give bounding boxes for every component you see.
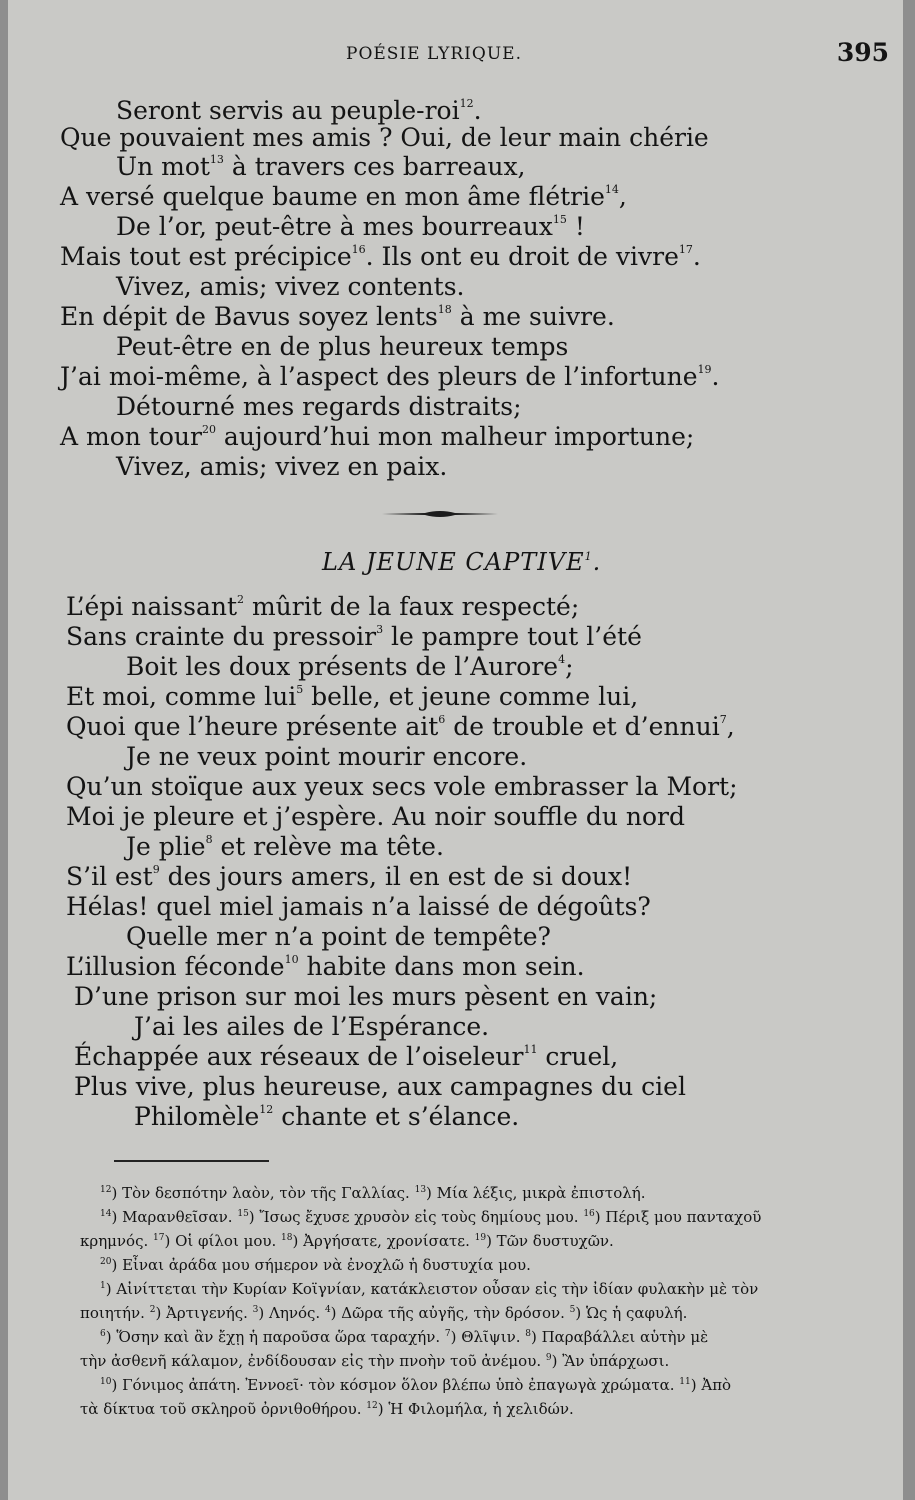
ornament-divider xyxy=(380,509,500,519)
verse-text: le pampre tout l’été xyxy=(383,622,642,651)
footnote-number: 16 xyxy=(583,1209,595,1219)
verse-text: . xyxy=(692,242,701,271)
verse-text: Quoi que l’heure présente ait xyxy=(66,712,439,741)
footnote-ref: 3 xyxy=(376,623,384,636)
footnote-number: 11 xyxy=(679,1377,691,1387)
footnote-text: ) Ἀρτιγενής. xyxy=(155,1304,253,1322)
verse-text: Hélas! quel miel jamais n’a laissé de dégoûts? xyxy=(66,892,651,921)
footnote-text: ) Οἱ φίλοι μου. xyxy=(164,1232,282,1250)
verse-text: Un mot xyxy=(116,152,210,181)
footnote-number: 9 xyxy=(545,1353,552,1363)
verse_poem-line xyxy=(66,622,642,652)
footnote-text: τὰ δίκτυα τοῦ σκληροῦ ὀρνιθοθήρου. xyxy=(80,1400,367,1418)
footnote-line xyxy=(100,1328,708,1346)
verse_top-line xyxy=(116,272,464,302)
verse_poem-line xyxy=(66,802,685,832)
footnote-line xyxy=(100,1208,761,1226)
verse-text: A versé quelque baume en mon âme flétrie xyxy=(60,182,605,211)
running-head: POÉSIE LYRIQUE. xyxy=(346,44,522,64)
verse-text: . xyxy=(711,362,720,391)
verse-text: L’épi naissant xyxy=(66,592,238,621)
poem-title-note: 1 xyxy=(584,550,593,563)
footnote-number: 6 xyxy=(100,1329,106,1339)
verse_poem-line xyxy=(74,982,657,1012)
verse_poem-line xyxy=(134,1102,519,1132)
footnote-line xyxy=(100,1184,646,1202)
verse-text: En dépit de Bavus soyez lents xyxy=(60,302,438,331)
verse_top-line xyxy=(60,123,709,153)
footnote-text: ) Ἴσως ἔχυσε χρυσὸν εἰς τοὺς δημίους μου. xyxy=(248,1208,584,1226)
footnote-ref: 10 xyxy=(284,953,299,966)
footnote-text: ) Μία λέξις, μικρὰ ἐπιστολή. xyxy=(426,1184,646,1202)
verse-text: Vivez, amis; vivez en paix. xyxy=(116,452,448,481)
verse-text: Quelle mer n’a point de tempête? xyxy=(126,922,551,951)
verse-text: J’ai moi-même, à l’aspect des pleurs de l’infortune xyxy=(60,362,698,391)
verse_poem-line xyxy=(126,652,574,682)
footnote-ref: 17 xyxy=(678,243,693,256)
footnote-number: 3 xyxy=(252,1305,259,1315)
verse-text: Qu’un stoïque aux yeux secs vole embrasser la Mort; xyxy=(66,772,738,801)
verse-text: De l’or, peut-être à mes bourreaux xyxy=(116,212,553,241)
footnote-ref: 19 xyxy=(697,363,712,376)
verse-text: Philomèle xyxy=(134,1102,260,1131)
footnote-ref: 12 xyxy=(459,97,474,110)
verse-text: ! xyxy=(566,212,585,241)
footnote-number: 20 xyxy=(100,1257,112,1267)
footnote-number: 18 xyxy=(281,1233,293,1243)
verse-text: Échappée aux réseaux de l’oiseleur xyxy=(74,1042,524,1071)
footnote-ref: 4 xyxy=(558,653,566,666)
verse-text: de trouble et d’ennui xyxy=(445,712,720,741)
verse_poem-line xyxy=(126,832,444,862)
verse_top-line xyxy=(116,152,526,182)
footnote-text: ) Ληνός. xyxy=(258,1304,325,1322)
footnote-number: 7 xyxy=(444,1329,451,1339)
footnote-ref: 7 xyxy=(719,713,727,726)
verse_poem-line xyxy=(66,892,651,922)
footnote-rule xyxy=(114,1160,269,1162)
footnote-text: ) Θλῖψιν. xyxy=(450,1328,526,1346)
footnote-ref: 15 xyxy=(552,213,567,226)
verse_poem-line xyxy=(66,682,638,712)
footnote-text: τὴν ἀσθενῆ κάλαμον, ἐνδίδουσαν εἰς τὴν πνοὴν τοῦ ἀνέμου. xyxy=(80,1352,546,1370)
footnote-text: ) Παραβάλλει αὑτὴν μὲ xyxy=(530,1328,709,1346)
verse-text: belle, et jeune comme lui, xyxy=(303,682,639,711)
footnote-text: ) Τὸν δεσπότην λαὸν, τὸν τῆς Γαλλίας. xyxy=(111,1184,415,1202)
footnote-number: 14 xyxy=(100,1209,112,1219)
footnote-line xyxy=(80,1352,669,1370)
verse-text: Vivez, amis; vivez contents. xyxy=(116,272,465,301)
footnote-ref: 2 xyxy=(237,593,245,606)
verse-text: Plus vive, plus heureuse, aux campagnes du ciel xyxy=(74,1072,686,1101)
verse-text: habite dans mon sein. xyxy=(298,952,585,981)
footnote-line xyxy=(100,1256,531,1274)
footnote-text: ) Ἀπὸ xyxy=(690,1376,732,1394)
verse-text: J’ai les ailes de l’Espérance. xyxy=(134,1012,490,1041)
verse_top-line xyxy=(60,182,627,212)
verse_top-line xyxy=(60,422,694,452)
verse_top-line xyxy=(60,242,701,272)
footnote-number: 5 xyxy=(569,1305,576,1315)
verse-text: Détourné mes regards distraits; xyxy=(116,392,522,421)
footnote-line xyxy=(80,1400,574,1418)
footnote-line xyxy=(100,1376,731,1394)
footnote-ref: 16 xyxy=(351,243,366,256)
footnote-number: 12 xyxy=(100,1185,112,1195)
footnote-ref: 20 xyxy=(201,423,216,436)
verse_poem-line xyxy=(66,592,579,622)
verse-text: des jours amers, il en est de si doux! xyxy=(159,862,633,891)
poem-title-end: . xyxy=(592,548,602,576)
verse-text: S’il est xyxy=(66,862,153,891)
verse_top-line xyxy=(116,212,585,242)
verse_top-line xyxy=(60,302,615,332)
verse-text: , xyxy=(618,182,627,211)
footnote-text: ) Ἀργήσατε, χρονίσατε. xyxy=(292,1232,475,1250)
verse_poem-line xyxy=(126,742,527,772)
footnote-text: ) Ὡς ἡ ςαφυλή. xyxy=(575,1304,688,1322)
verse-text: aujourd’hui mon malheur importune; xyxy=(215,422,695,451)
footnote-text: κρημνός. xyxy=(80,1232,154,1250)
verse-text: chante et s’élance. xyxy=(273,1102,520,1131)
footnote-ref: 14 xyxy=(604,183,619,196)
footnote-text: ) Γόνιμος ἀπάτη. Ἐννοεῖ· τὸν κόσμον ὅλον βλέπω ὑπὸ ἐπαγωγὰ χρώματα. xyxy=(111,1376,680,1394)
verse-text: à travers ces barreaux, xyxy=(223,152,526,181)
verse_top-line xyxy=(116,332,568,362)
verse_top-line xyxy=(116,452,447,482)
footnote-ref: 11 xyxy=(523,1043,538,1056)
footnote-line xyxy=(100,1280,758,1298)
poem-title xyxy=(322,548,601,576)
book-page xyxy=(8,0,903,1500)
verse-text: A mon tour xyxy=(60,422,202,451)
verse-text: L’illusion féconde xyxy=(66,952,285,981)
footnote-ref: 18 xyxy=(437,303,452,316)
verse_top-line xyxy=(116,392,522,422)
footnote-number: 19 xyxy=(474,1233,487,1243)
footnote-ref: 9 xyxy=(152,863,160,876)
footnote-ref: 8 xyxy=(205,833,213,846)
verse-text: D’une prison sur moi les murs pèsent en vain; xyxy=(74,982,658,1011)
verse-text: Je plie xyxy=(126,832,206,861)
verse-text: Que pouvaient mes amis ? Oui, de leur main chérie xyxy=(60,123,709,152)
footnote-text: ) Ὅσην καὶ ἂν ἔχῃ ἡ παροῦσα ὥρα ταραχήν. xyxy=(105,1328,445,1346)
verse_poem-line xyxy=(66,772,738,802)
footnote-ref: 6 xyxy=(438,713,446,726)
verse-text: mûrit de la faux respecté; xyxy=(244,592,580,621)
verse-text: et relève ma tête. xyxy=(212,832,444,861)
verse-text: ; xyxy=(565,652,574,681)
verse-text: Boit les doux présents de l’Aurore xyxy=(126,652,559,681)
footnote-ref: 5 xyxy=(296,683,304,696)
footnote-text: ) Τῶν δυστυχῶν. xyxy=(486,1232,614,1250)
footnote-text: ) Πέριξ μου πανταχοῦ xyxy=(594,1208,762,1226)
verse_top-line xyxy=(60,362,719,392)
verse-text: cruel, xyxy=(537,1042,619,1071)
verse-text: Peut-être en de plus heureux temps xyxy=(116,332,569,361)
verse_poem-line xyxy=(74,1072,686,1102)
verse-text: Sans crainte du pressoir xyxy=(66,622,377,651)
verse-text: Je ne veux point mourir encore. xyxy=(126,742,528,771)
verse_poem-line xyxy=(66,862,632,892)
verse-text: Mais tout est précipice xyxy=(60,242,352,271)
verse-text: à me suivre. xyxy=(451,302,615,331)
footnote-text: ) Δῶρα τῆς αὐγῆς, τὴν δρόσον. xyxy=(330,1304,570,1322)
verse_top-line xyxy=(116,96,482,126)
footnote-ref: 13 xyxy=(209,153,224,166)
footnote-text: ) Ἡ Φιλομήλα, ἡ χελιδών. xyxy=(377,1400,574,1418)
footnote-number: 4 xyxy=(324,1305,331,1315)
verse-text: . Ils ont eu droit de vivre xyxy=(365,242,679,271)
footnote-number: 17 xyxy=(153,1233,165,1243)
footnote-number: 15 xyxy=(237,1209,249,1219)
footnote-text: ) Αἰνίττεται τὴν Κυρίαν Κοϊγνίαν, κατάκλειστον οὖσαν εἰς τὴν ἰδίαν φυλακὴν μὲ τὸν xyxy=(105,1280,759,1298)
verse_poem-line xyxy=(66,712,735,742)
footnote-number: 1 xyxy=(100,1281,106,1291)
footnote-number: 8 xyxy=(525,1329,531,1339)
verse_poem-line xyxy=(66,952,585,982)
footnote-number: 10 xyxy=(100,1377,112,1387)
footnote-line xyxy=(80,1232,614,1250)
footnote-number: 13 xyxy=(414,1185,427,1195)
verse_poem-line xyxy=(74,1042,618,1072)
verse_poem-line xyxy=(134,1012,489,1042)
footnote-text: ) Εἶναι ἀράδα μου σήμερον νὰ ἐνοχλῶ ἡ δυστυχία μου. xyxy=(111,1256,531,1274)
verse-text: Moi je pleure et j’espère. Au noir souffle du nord xyxy=(66,802,686,831)
verse-text: Seront servis au peuple-roi xyxy=(116,96,460,125)
page-number: 395 xyxy=(836,38,889,67)
footnote-number: 2 xyxy=(149,1305,156,1315)
footnote-text: ) Μαρανθεῖσαν. xyxy=(111,1208,238,1226)
verse-text: Et moi, comme lui xyxy=(66,682,297,711)
verse-text: . xyxy=(473,96,482,125)
verse-text: , xyxy=(726,712,735,741)
footnote-line xyxy=(80,1304,687,1322)
poem-title-text: LA JEUNE CAPTIVE xyxy=(322,548,585,576)
footnote-text: ποιητήν. xyxy=(80,1304,150,1322)
verse_poem-line xyxy=(126,922,551,952)
footnote-number: 12 xyxy=(366,1401,378,1411)
footnote-text: ) Ἂν ὑπάρχωσι. xyxy=(551,1352,670,1370)
footnote-ref: 12 xyxy=(259,1103,274,1116)
